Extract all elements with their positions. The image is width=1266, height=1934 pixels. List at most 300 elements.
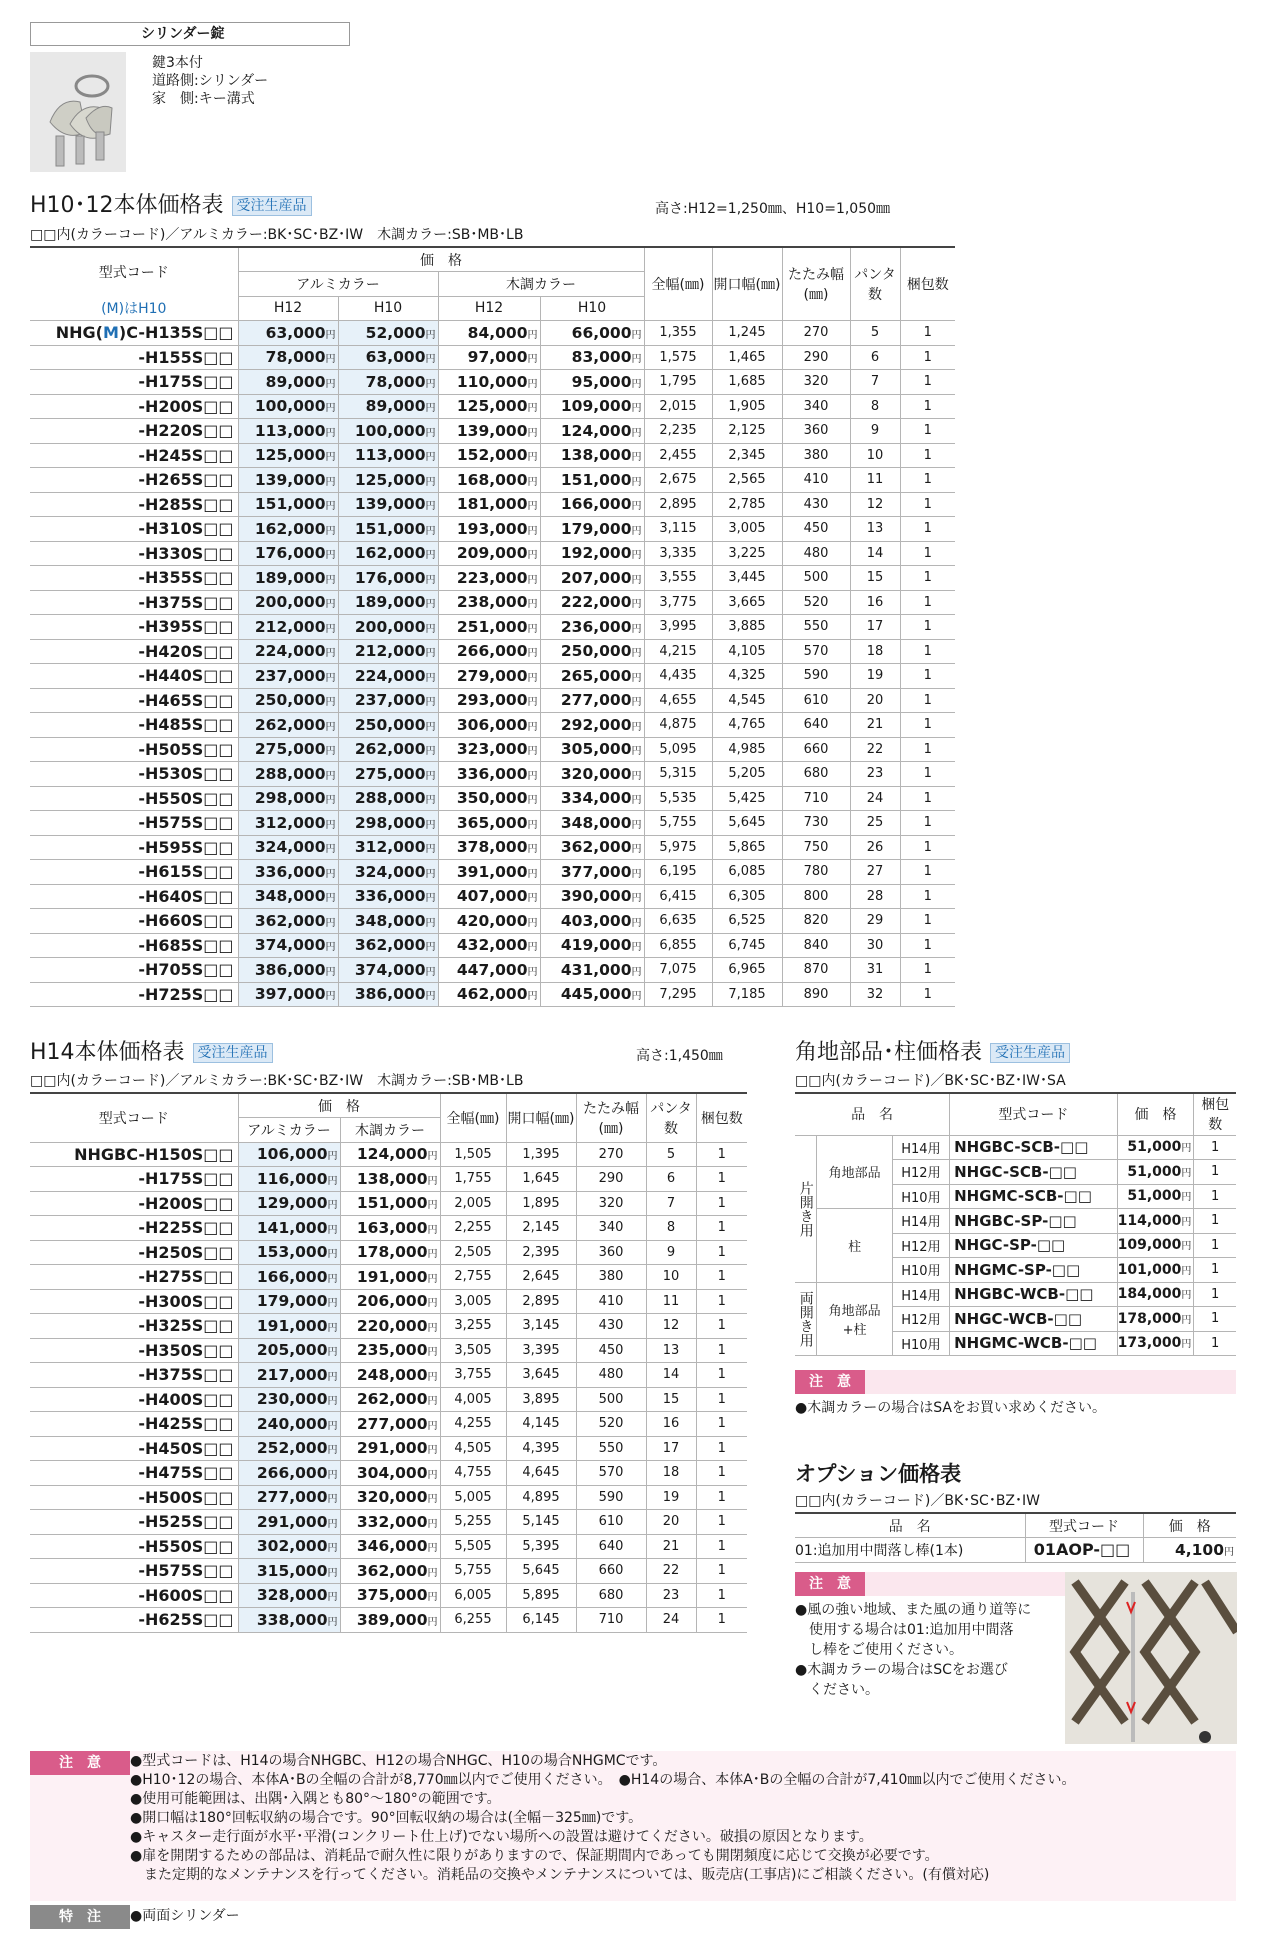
h1012-row-value: 1 (900, 419, 955, 444)
corner-row-4-code: NHGC-SP-□□ (950, 1233, 1117, 1258)
h14-row (30, 1412, 747, 1437)
h1012-row-price: 320,000円 (540, 762, 644, 787)
h1012-row-price: 83,000円 (540, 345, 644, 370)
h14-row-price: 328,000円 (238, 1583, 340, 1608)
h1012-row-value: 1 (900, 590, 955, 615)
h1012-row (30, 811, 955, 836)
h1012-row-code: -H660S□□ (30, 909, 238, 934)
h1012-row-value: 450 (782, 517, 850, 542)
h14-row (30, 1461, 747, 1486)
h1012-row-price: 420,000円 (438, 909, 540, 934)
h1012-row-price: 334,000円 (540, 786, 644, 811)
h1012-row-value: 4,985 (712, 737, 782, 762)
h1012-row-price: 362,000円 (338, 933, 438, 958)
h1012-row-value: 1 (900, 713, 955, 738)
h1012-row-code: -H265S□□ (30, 468, 238, 493)
h1012-row-price: 288,000円 (238, 762, 338, 787)
corner-head-name: 品 名 (795, 1093, 950, 1135)
h1012-row-price: 179,000円 (540, 517, 644, 542)
h1012-row (30, 443, 955, 468)
h1012-row-value: 1 (900, 860, 955, 885)
h14-row-value: 1,895 (506, 1191, 576, 1216)
h1012-row-price: 224,000円 (238, 639, 338, 664)
h14-row-code: -H375S□□ (30, 1363, 238, 1388)
h14-height-note: 高さ:1,450㎜ (636, 1048, 723, 1064)
h1012-row-price: 324,000円 (338, 860, 438, 885)
h14-row (30, 1510, 747, 1535)
h1012-row-price: 447,000円 (438, 958, 540, 983)
h14-row-value: 5 (646, 1142, 696, 1167)
h1012-row-value: 5,535 (644, 786, 712, 811)
h14-row-value: 3,505 (440, 1338, 506, 1363)
h1012-row-value: 10 (850, 443, 900, 468)
h1012-row-value: 3,885 (712, 615, 782, 640)
h1012-row-price: 365,000円 (438, 811, 540, 836)
h1012-row-value: 660 (782, 737, 850, 762)
h14-row-value: 480 (576, 1363, 646, 1388)
h14-row-value: 1 (696, 1265, 747, 1290)
h1012-row-price: 212,000円 (238, 615, 338, 640)
h14-row-value: 8 (646, 1216, 696, 1241)
h14-row (30, 1265, 747, 1290)
h1012-row-price: 66,000円 (540, 321, 644, 346)
h1012-row-price: 138,000円 (540, 443, 644, 468)
h1012-row-price: 266,000円 (438, 639, 540, 664)
h14-row-value: 3,755 (440, 1363, 506, 1388)
h1012-row-price: 162,000円 (238, 517, 338, 542)
corner-row-3-code: NHGBC-SP-□□ (950, 1209, 1117, 1234)
corner-row-1-price: 51,000円 (1117, 1160, 1194, 1185)
corner-head-price: 価 格 (1117, 1093, 1194, 1135)
h1012-row-value: 430 (782, 492, 850, 517)
h1012-row-price: 237,000円 (238, 664, 338, 689)
h1012-height-note: 高さ:H12=1,250㎜、H10=1,050㎜ (655, 201, 891, 217)
h1012-head-h12w: H12 (438, 296, 540, 321)
h1012-row-code: -H505S□□ (30, 737, 238, 762)
h14-row-value: 570 (576, 1461, 646, 1486)
corner-row-4-size: H12用 (892, 1233, 949, 1258)
h14-row-value: 1 (696, 1216, 747, 1241)
h1012-table-body (30, 321, 955, 1007)
h1012-row-price: 336,000円 (238, 860, 338, 885)
h14-row-value: 4,255 (440, 1412, 506, 1437)
h1012-row-value: 480 (782, 541, 850, 566)
h14-row-price: 277,000円 (340, 1412, 440, 1437)
h1012-row-price: 209,000円 (438, 541, 540, 566)
h1012-row-price: 189,000円 (338, 590, 438, 615)
h1012-row-price: 293,000円 (438, 688, 540, 713)
h1012-row-value: 9 (850, 419, 900, 444)
h14-head-pack: 梱包数 (696, 1093, 747, 1142)
h1012-row-price: 305,000円 (540, 737, 644, 762)
h1012-row-value: 17 (850, 615, 900, 640)
h1012-row-value: 5,755 (644, 811, 712, 836)
h14-row-value: 2,895 (506, 1289, 576, 1314)
h1012-row-value: 1 (900, 933, 955, 958)
h1012-row-value: 3,995 (644, 615, 712, 640)
h14-row-price: 235,000円 (340, 1338, 440, 1363)
h1012-row-price: 403,000円 (540, 909, 644, 934)
h14-price-table (30, 1092, 747, 1633)
h14-row-value: 1 (696, 1461, 747, 1486)
h14-row-price: 362,000円 (340, 1559, 440, 1584)
h1012-row (30, 958, 955, 983)
h14-head-price: 価 格 (238, 1093, 440, 1118)
h14-row-value: 24 (646, 1608, 696, 1633)
corner-row-7-price: 178,000円 (1117, 1307, 1194, 1332)
h14-row-price: 153,000円 (238, 1240, 340, 1265)
h14-row-value: 1 (696, 1191, 747, 1216)
h1012-row-value: 6,305 (712, 884, 782, 909)
h1012-row-value: 6,745 (712, 933, 782, 958)
h1012-row-value: 4,435 (644, 664, 712, 689)
h1012-row-price: 189,000円 (238, 566, 338, 591)
h1012-head-code-m: (M)はH10 (30, 296, 238, 321)
h14-row-value: 3,895 (506, 1387, 576, 1412)
h1012-row-value: 6,635 (644, 909, 712, 934)
h1012-row (30, 664, 955, 689)
h14-row-price: 129,000円 (238, 1191, 340, 1216)
h1012-row (30, 590, 955, 615)
h14-row (30, 1485, 747, 1510)
h1012-row-value: 4,325 (712, 664, 782, 689)
h1012-row-value: 8 (850, 394, 900, 419)
h14-row (30, 1216, 747, 1241)
h1012-row-value: 24 (850, 786, 900, 811)
corner-row-2-size: H10用 (892, 1184, 949, 1209)
h14-row-price: 230,000円 (238, 1387, 340, 1412)
h1012-row-value: 2,675 (644, 468, 712, 493)
cylinder-key-image (30, 52, 126, 172)
h1012-row-price: 279,000円 (438, 664, 540, 689)
h1012-row-value: 19 (850, 664, 900, 689)
h14-head-open: 開口幅(㎜) (506, 1093, 576, 1142)
h1012-row-value: 4,105 (712, 639, 782, 664)
h14-row-value: 9 (646, 1240, 696, 1265)
h1012-row-value: 1 (900, 345, 955, 370)
h14-row-value: 2,145 (506, 1216, 576, 1241)
h14-row-value: 11 (646, 1289, 696, 1314)
h1012-row-price: 223,000円 (438, 566, 540, 591)
h1012-row-value: 3,775 (644, 590, 712, 615)
h14-row-value: 1 (696, 1436, 747, 1461)
corner-row-7-code: NHGC-WCB-□□ (950, 1307, 1117, 1332)
h1012-row-price: 324,000円 (238, 835, 338, 860)
corner-row-4-price: 109,000円 (1117, 1233, 1194, 1258)
h1012-row-price: 151,000円 (238, 492, 338, 517)
h14-row-value: 340 (576, 1216, 646, 1241)
h1012-row-value: 890 (782, 982, 850, 1007)
h1012-row-price: 288,000円 (338, 786, 438, 811)
h1012-badge: 受注生産品 (232, 196, 312, 216)
h1012-head-open: 開口幅(㎜) (712, 247, 782, 321)
h1012-row-code: -H245S□□ (30, 443, 238, 468)
h1012-row-price: 306,000円 (438, 713, 540, 738)
h1012-row-price: 298,000円 (238, 786, 338, 811)
h14-row-value: 20 (646, 1510, 696, 1535)
h1012-row-price: 298,000円 (338, 811, 438, 836)
h1012-row-price: 275,000円 (238, 737, 338, 762)
h1012-row-price: 78,000円 (338, 370, 438, 395)
h1012-row-value: 2,235 (644, 419, 712, 444)
h14-row-value: 290 (576, 1167, 646, 1192)
h14-row-value: 1 (696, 1338, 747, 1363)
h14-row-code: -H600S□□ (30, 1583, 238, 1608)
corner-row-5-price: 101,000円 (1117, 1258, 1194, 1283)
h1012-row-value: 360 (782, 419, 850, 444)
h14-head-width: 全幅(㎜) (440, 1093, 506, 1142)
h14-row-value: 270 (576, 1142, 646, 1167)
h14-row-value: 1 (696, 1240, 747, 1265)
h1012-row-price: 89,000円 (338, 394, 438, 419)
h1012-row-value: 21 (850, 713, 900, 738)
h14-row (30, 1240, 747, 1265)
corner-row-4-pack: 1 (1194, 1233, 1236, 1258)
h14-row-value: 5,895 (506, 1583, 576, 1608)
h1012-row-value: 570 (782, 639, 850, 664)
h14-row-value: 450 (576, 1338, 646, 1363)
h1012-row-code: -H375S□□ (30, 590, 238, 615)
h14-row (30, 1363, 747, 1388)
h1012-row-price: 350,000円 (438, 786, 540, 811)
h1012-row-code: -H220S□□ (30, 419, 238, 444)
corner-row-6-size: H14用 (892, 1282, 949, 1307)
h1012-row-value: 1,575 (644, 345, 712, 370)
h1012-row-price: 336,000円 (338, 884, 438, 909)
h14-row-value: 520 (576, 1412, 646, 1437)
h14-row-value: 6,005 (440, 1583, 506, 1608)
h1012-row-price: 348,000円 (238, 884, 338, 909)
h1012-row-value: 1 (900, 394, 955, 419)
h1012-row-price: 84,000円 (438, 321, 540, 346)
h14-row-price: 240,000円 (238, 1412, 340, 1437)
h14-row-code: NHGBC-H150S□□ (30, 1142, 238, 1167)
h1012-row-value: 6,195 (644, 860, 712, 885)
corner-row-6-price: 184,000円 (1117, 1282, 1194, 1307)
h1012-row-value: 2,345 (712, 443, 782, 468)
h14-row-code: -H525S□□ (30, 1510, 238, 1535)
h14-row-value: 22 (646, 1559, 696, 1584)
h1012-row-price: 139,000円 (438, 419, 540, 444)
h1012-row-price: 386,000円 (238, 958, 338, 983)
h14-row-price: 346,000円 (340, 1534, 440, 1559)
cylinder-notes (152, 54, 268, 108)
corner-row-0-code: NHGBC-SCB-□□ (950, 1135, 1117, 1160)
h14-row-value: 5,395 (506, 1534, 576, 1559)
h14-row-price: 178,000円 (340, 1240, 440, 1265)
h14-row-price: 141,000円 (238, 1216, 340, 1241)
bottom-warn-notes (130, 1752, 1075, 1885)
h1012-row-value: 820 (782, 909, 850, 934)
h14-badge: 受注生産品 (193, 1043, 273, 1063)
h1012-head-h12a: H12 (238, 296, 338, 321)
h1012-row-code: -H395S□□ (30, 615, 238, 640)
h1012-row-price: 109,000円 (540, 394, 644, 419)
h14-row-value: 430 (576, 1314, 646, 1339)
h14-color-note: □□内(カラーコード)／アルミカラー:BK･SC･BZ･IW 木調カラー:SB･MB･LB (30, 1073, 524, 1089)
h1012-row (30, 468, 955, 493)
h14-row-value: 14 (646, 1363, 696, 1388)
option-head-price: 価 格 (1143, 1513, 1236, 1538)
h1012-row-value: 730 (782, 811, 850, 836)
h14-row-value: 1 (696, 1412, 747, 1437)
h1012-row-value: 2,785 (712, 492, 782, 517)
h1012-row-price: 125,000円 (338, 468, 438, 493)
h14-row (30, 1559, 747, 1584)
h14-row-code: -H550S□□ (30, 1534, 238, 1559)
bottom-note-6: ●扉を開閉するための部品は、消耗品で耐久性に限りがありますので、保証期間内であっても開閉頻度に応じて交換が必要です。 (130, 1848, 939, 1864)
option-warn-tag: 注 意 (795, 1572, 865, 1596)
h14-row-value: 6,145 (506, 1608, 576, 1633)
h1012-row-value: 710 (782, 786, 850, 811)
h14-row-code: -H425S□□ (30, 1412, 238, 1437)
h14-row-price: 332,000円 (340, 1510, 440, 1535)
option-warn-notes (795, 1600, 1031, 1700)
h1012-row-price: 207,000円 (540, 566, 644, 591)
corner-row-8-pack: 1 (1194, 1331, 1236, 1356)
h1012-row-value: 870 (782, 958, 850, 983)
h1012-row-value: 2,125 (712, 419, 782, 444)
h1012-row-value: 4,215 (644, 639, 712, 664)
h1012-row-value: 1,465 (712, 345, 782, 370)
h1012-row-value: 3,225 (712, 541, 782, 566)
h14-row-value: 1 (696, 1534, 747, 1559)
h1012-row-value: 7,295 (644, 982, 712, 1007)
h14-row-value: 1 (696, 1289, 747, 1314)
h1012-row-value: 680 (782, 762, 850, 787)
h1012-row-price: 124,000円 (540, 419, 644, 444)
bottom-note-7: また定期的なメンテナンスを行ってください。消耗品の交換やメンテナンスについては、販売店(工事店)にご相談ください。(有償対応) (130, 1867, 990, 1883)
h1012-row-value: 4,545 (712, 688, 782, 713)
h1012-row-price: 166,000円 (540, 492, 644, 517)
h14-row-value: 1 (696, 1485, 747, 1510)
h1012-row (30, 419, 955, 444)
h14-head-wood: 木調カラー (340, 1118, 440, 1143)
corner-sub-post: 柱 (817, 1209, 892, 1283)
h1012-row-value: 290 (782, 345, 850, 370)
h1012-row-price: 378,000円 (438, 835, 540, 860)
h14-row-value: 360 (576, 1240, 646, 1265)
h1012-head-pack: 梱包数 (900, 247, 955, 321)
h14-row-price: 248,000円 (340, 1363, 440, 1388)
h1012-row-value: 7 (850, 370, 900, 395)
h1012-row-price: 168,000円 (438, 468, 540, 493)
h14-row-value: 4,645 (506, 1461, 576, 1486)
h1012-row-code: -H530S□□ (30, 762, 238, 787)
h14-row-value: 1 (696, 1167, 747, 1192)
h1012-row-price: 193,000円 (438, 517, 540, 542)
h14-row-value: 4,395 (506, 1436, 576, 1461)
h1012-row-value: 4,765 (712, 713, 782, 738)
h1012-row-value: 6 (850, 345, 900, 370)
h1012-row (30, 713, 955, 738)
h1012-row-value: 3,005 (712, 517, 782, 542)
h14-row-value: 550 (576, 1436, 646, 1461)
h1012-row-price: 348,000円 (338, 909, 438, 934)
h1012-row-value: 4,655 (644, 688, 712, 713)
h1012-row (30, 909, 955, 934)
h1012-row-value: 800 (782, 884, 850, 909)
h14-row-price: 116,000円 (238, 1167, 340, 1192)
h14-row-value: 16 (646, 1412, 696, 1437)
h1012-row-price: 152,000円 (438, 443, 540, 468)
h1012-row-value: 270 (782, 321, 850, 346)
h1012-row-value: 2,895 (644, 492, 712, 517)
h1012-row (30, 566, 955, 591)
h1012-row-value: 5 (850, 321, 900, 346)
h14-row-price: 191,000円 (340, 1265, 440, 1290)
h1012-row-price: 237,000円 (338, 688, 438, 713)
h14-table-body (30, 1142, 747, 1632)
h1012-head-code: 型式コード (98, 265, 169, 281)
corner-row-6-code: NHGBC-WCB-□□ (950, 1282, 1117, 1307)
cylinder-note-2: 道路側:シリンダー (152, 73, 269, 89)
h1012-row-value: 1 (900, 566, 955, 591)
h1012-row-value: 12 (850, 492, 900, 517)
h14-row-value: 5,005 (440, 1485, 506, 1510)
corner-badge: 受注生産品 (990, 1043, 1070, 1063)
h14-row-price: 302,000円 (238, 1534, 340, 1559)
h1012-row-price: 462,000円 (438, 982, 540, 1007)
h14-row-value: 6,255 (440, 1608, 506, 1633)
h1012-row (30, 321, 955, 346)
h14-row-value: 710 (576, 1608, 646, 1633)
h1012-price-table (30, 246, 955, 1007)
h1012-row-value: 31 (850, 958, 900, 983)
bottom-special-note: ●両面シリンダー (130, 1908, 240, 1924)
h14-row-code: -H300S□□ (30, 1289, 238, 1314)
h1012-row-price: 362,000円 (238, 909, 338, 934)
h14-row-value: 2,395 (506, 1240, 576, 1265)
option-note-2: 使用する場合は01:追加用中間落 (795, 1622, 1014, 1638)
h1012-row (30, 394, 955, 419)
h1012-row-value: 13 (850, 517, 900, 542)
h14-row-price: 205,000円 (238, 1338, 340, 1363)
h1012-head-wood: 木調カラー (438, 272, 644, 297)
h14-row-value: 7 (646, 1191, 696, 1216)
h14-row-price: 262,000円 (340, 1387, 440, 1412)
option-head-name: 品 名 (795, 1513, 1025, 1538)
h14-row-value: 1,645 (506, 1167, 576, 1192)
h1012-row-value: 5,865 (712, 835, 782, 860)
h1012-row-value: 1 (900, 762, 955, 787)
h14-row-value: 590 (576, 1485, 646, 1510)
h1012-row-price: 292,000円 (540, 713, 644, 738)
h14-row (30, 1608, 747, 1633)
h1012-row-price: 238,000円 (438, 590, 540, 615)
h1012-row-value: 1 (900, 786, 955, 811)
h1012-row-price: 374,000円 (338, 958, 438, 983)
h1012-row-value: 1,795 (644, 370, 712, 395)
option-row-name: 01:追加用中間落し棒(1本) (795, 1538, 1025, 1563)
h14-row-value: 4,505 (440, 1436, 506, 1461)
h14-row-value: 3,255 (440, 1314, 506, 1339)
h1012-row-price: 95,000円 (540, 370, 644, 395)
h14-row-price: 220,000円 (340, 1314, 440, 1339)
h1012-row-value: 14 (850, 541, 900, 566)
h14-row-value: 1,755 (440, 1167, 506, 1192)
h1012-row-code: -H465S□□ (30, 688, 238, 713)
h14-row-price: 291,000円 (238, 1510, 340, 1535)
h1012-row-price: 192,000円 (540, 541, 644, 566)
h14-row-value: 5,505 (440, 1534, 506, 1559)
h1012-row-price: 181,000円 (438, 492, 540, 517)
h14-row-value: 15 (646, 1387, 696, 1412)
option-title: オプション価格表 (795, 1462, 962, 1486)
bottom-warn-tag: 注 意 (30, 1751, 130, 1775)
corner-row-3-size: H14用 (892, 1209, 949, 1234)
h14-row (30, 1191, 747, 1216)
